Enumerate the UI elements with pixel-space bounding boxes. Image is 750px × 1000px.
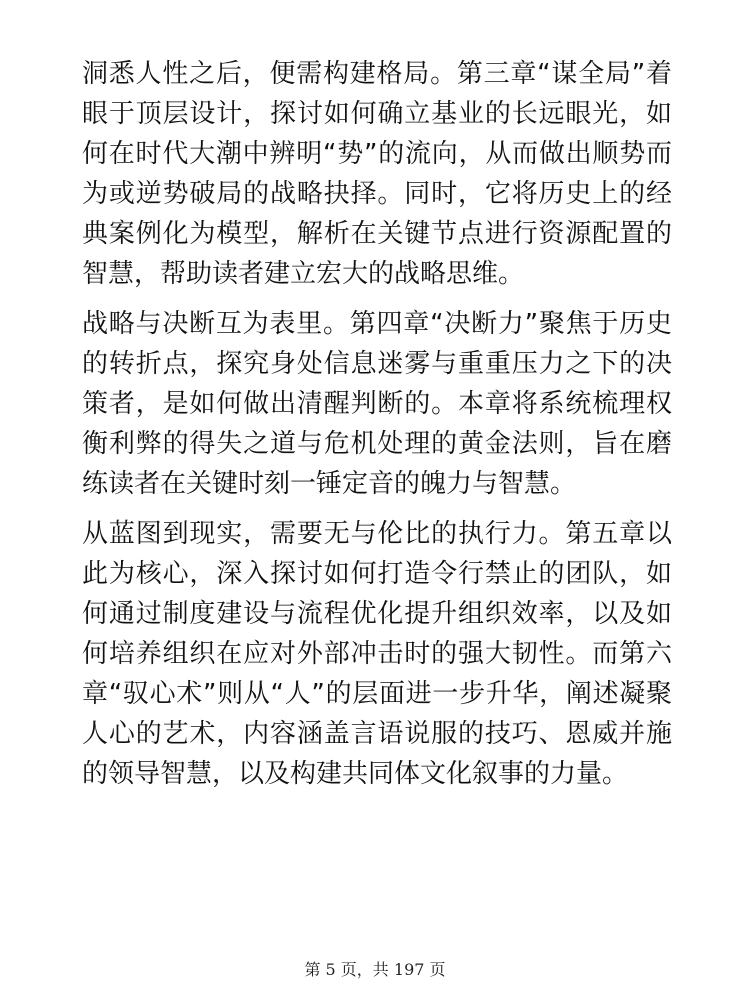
body-text xyxy=(82,54,672,804)
paragraph-3: 从蓝图到现实，需要无与伦比的执行力。第五章以此为核心，深入探讨如何打造令行禁止的团队，如何通过制度建设与流程优化提升组织效率，以及如何培养组织在应对外部冲击时的强大韧性。而第六章“驭心术”则从“人”的层面进一步升华，阐述凝聚人心的艺术，内容涵盖言语说服的技巧、恩威并施的领导智慧，以及构建共同体文化叙事的力量。 xyxy=(82,519,672,789)
paragraph-1: 洞悉人性之后，便需构建格局。第三章“谋全局”着眼于顶层设计，探讨如何确立基业的长远眼光，如何在时代大潮中辨明“势”的流向，从而做出顺势而为或逆势破局的战略抉择。同时，它将历史上的经典案例化为模型，解析在关键节点进行资源配置的智慧，帮助读者建立宏大的战略思维。 xyxy=(82,59,672,289)
paragraph-2: 战略与决断互为表里。第四章“决断力”聚焦于历史的转折点，探究身处信息迷雾与重重压力之下的决策者，是如何做出清醒判断的。本章将系统梳理权衡利弊的得失之道与危机处理的黄金法则，旨在磨练读者在关键时刻一锤定音的魄力与智慧。 xyxy=(82,309,672,499)
page-footer: 第 5 页，共 197 页 xyxy=(304,960,446,979)
